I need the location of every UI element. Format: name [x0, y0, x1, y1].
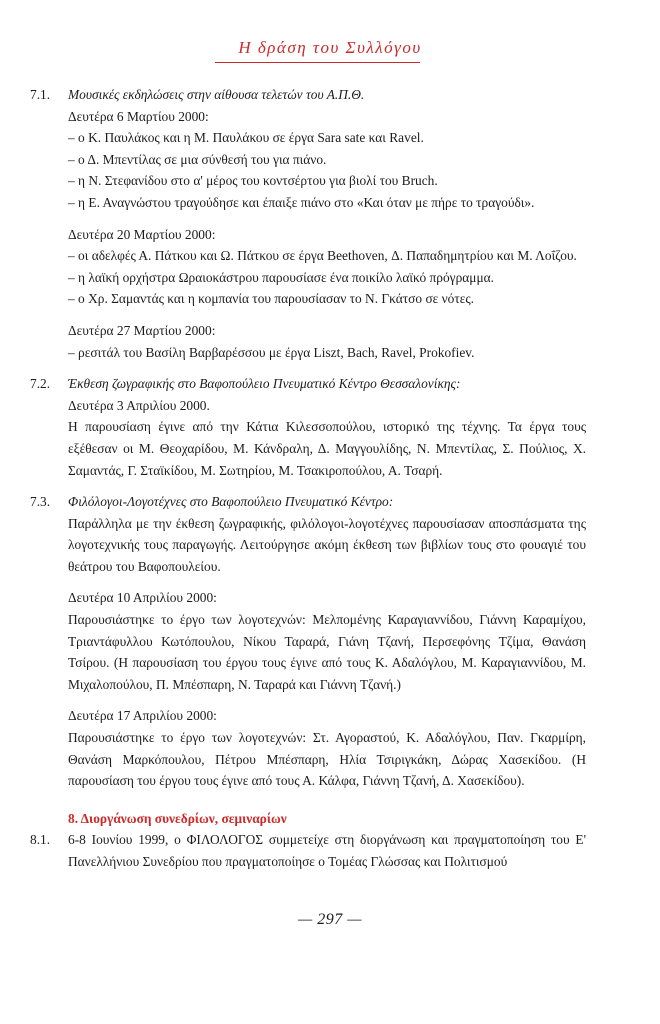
section-title: Φιλόλογοι-Λογοτέχνες στο Βαφοπούλειο Πνευματικό Κέντρο: [68, 494, 394, 510]
event-date: Δευτέρα 17 Απριλίου 2000: [68, 708, 217, 724]
section-title: Μουσικές εκδηλώσεις στην αίθουσα τελετών του Α.Π.Θ. [68, 87, 365, 102]
section-number: 7.2. [30, 376, 51, 392]
page-number: — 297 — [298, 911, 362, 928]
list-item: – ο Κ. Παυλάκος και η Μ. Παυλάκου σε έργα Sara sate και Ravel. [68, 130, 424, 146]
paragraph: Παράλληλα με την έκθεση ζωγραφικής, φιλόλογοι-λογοτέχνες παρουσίασαν αποσπάσματα της λογοτεχνικής τους παραγωγής. Λειτούργησε ακόμη έκθεση των βιβλίων τους στο φουαγιέ του θεάτρου του Βαφοπουλείου. [68, 515, 586, 574]
event-date: Δευτέρα 6 Μαρτίου 2000: [68, 108, 209, 124]
spacer [68, 214, 586, 224]
running-head-title: Η δράση του Συλλόγου [238, 38, 422, 57]
paragraph: 6-8 Ιουνίου 1999, ο ΦΙΛΟΛΟΓΟΣ συμμετείχε στη διοργάνωση και πραγματοποίηση του Ε' Πανελλήνιου Συνεδρίου που πραγματοποίησε ο Τομέας Γλώσσας και Πολιτισμού [68, 832, 586, 869]
list-item: – η Ε. Αναγνώστου τραγούδησε και έπαιξε πιάνο στο «Και όταν με πήρε το τραγούδι». [68, 194, 535, 210]
spacer [68, 695, 586, 705]
paragraph: Παρουσιάστηκε το έργο των λογοτεχνών: Μελπομένης Καραγιαννίδου, Γιάννη Καραμίχου, Τριαντάφυλλου Κωτόπουλου, Νίκου Ταραρά, Γιάνη Τζανή, Περσεφόνης Τζίμα, Θανάση Τσίρου. (Η παρουσίαση του έργου τους έγινε από τους Κ. Αδαλόγλου, Μ. Καραγιαννίδου, Μ. Μιχαλοπούλου, Π. Μπέσπαρη, Ν. Ταραρά και Γιάννη Τζανή.) [68, 612, 586, 692]
list-item: – η Ν. Στεφανίδου στο α' μέρος του κοντσέρτου για βιολί του Bruch. [68, 173, 438, 189]
event-date: Δευτέρα 10 Απριλίου 2000: [68, 590, 217, 606]
page-body [30, 84, 586, 873]
section-number: 7.3. [30, 494, 51, 510]
section-7-2 [30, 373, 586, 481]
spacer [30, 481, 586, 491]
list-item: – ρεσιτάλ του Βασίλη Βαρβαρέσσου με έργα Liszt, Bach, Ravel, Prokofiev. [68, 344, 475, 360]
event-date: Δευτέρα 27 Μαρτίου 2000: [68, 322, 216, 338]
section-number: 7.1. [30, 87, 51, 102]
paragraph: Η παρουσίαση έγινε από την Κάτια Κιλεσσοπούλου, ιστορικό της τέχνης. Τα έργα τους εξέθεσαν οι Μ. Θεοχαρίδου, Μ. Κάνδραλη, Δ. Μαγγουλίδης, Ν. Μπεντίλας, Σ. Πούλιος, Χ. Σαμαντάς, Γ. Σταϊκίδου, Μ. Σωτηρίου, Μ. Τσακιροπούλου, Α. Τσαρή. [68, 419, 586, 478]
list-item: – ο Δ. Μπεντίλας σε μια σύνθεσή του για πιάνο. [68, 151, 327, 167]
spacer [30, 363, 586, 373]
spacer [30, 792, 586, 802]
spacer [68, 577, 586, 587]
paragraph: Παρουσιάστηκε το έργο των λογοτεχνών: Στ. Αγοραστού, Κ. Αδαλόγλου, Παν. Γκαρμίρη, Θανάση Μαρκόπουλου, Πέτρου Μπέσπαρη, Ηλία Τσιριγκάκη, Δώρας Χασεκίδου. (Η παρουσίαση του έργου τους έγινε από τους Α. Κάλφα, Γιάννη Τζανή, Δ. Χασεκίδου). [68, 730, 586, 789]
header-rule [215, 62, 420, 63]
section-title: Έκθεση ζωγραφικής στο Βαφοπούλειο Πνευματικό Κέντρο Θεσσαλονίκης: [68, 376, 461, 392]
section-8-1 [30, 829, 586, 872]
list-item: – οι αδελφές Α. Πάτκου και Ω. Πάτκου σε έργα Beethoven, Δ. Παπαδημητρίου και Μ. Λοΐζου. [68, 248, 577, 264]
section-heading: 8. Διοργάνωση συνεδρίων, σεμιναρίων [68, 810, 287, 826]
event-date: Δευτέρα 3 Απριλίου 2000. [68, 397, 210, 413]
spacer [68, 310, 586, 320]
section-7-1 [30, 84, 586, 363]
event-date: Δευτέρα 20 Μαρτίου 2000: [68, 226, 216, 242]
list-item: – ο Χρ. Σαμαντάς και η κομπανία του παρουσίασαν το Ν. Γκάτσο σε νότες. [68, 291, 475, 307]
list-item: – η λαϊκή ορχήστρα Ωραιοκάστρου παρουσίασε ένα ποικίλο λαϊκό πρόγραμμα. [68, 269, 494, 285]
section-7-3 [30, 491, 586, 792]
section-number: 8.1. [30, 832, 51, 848]
